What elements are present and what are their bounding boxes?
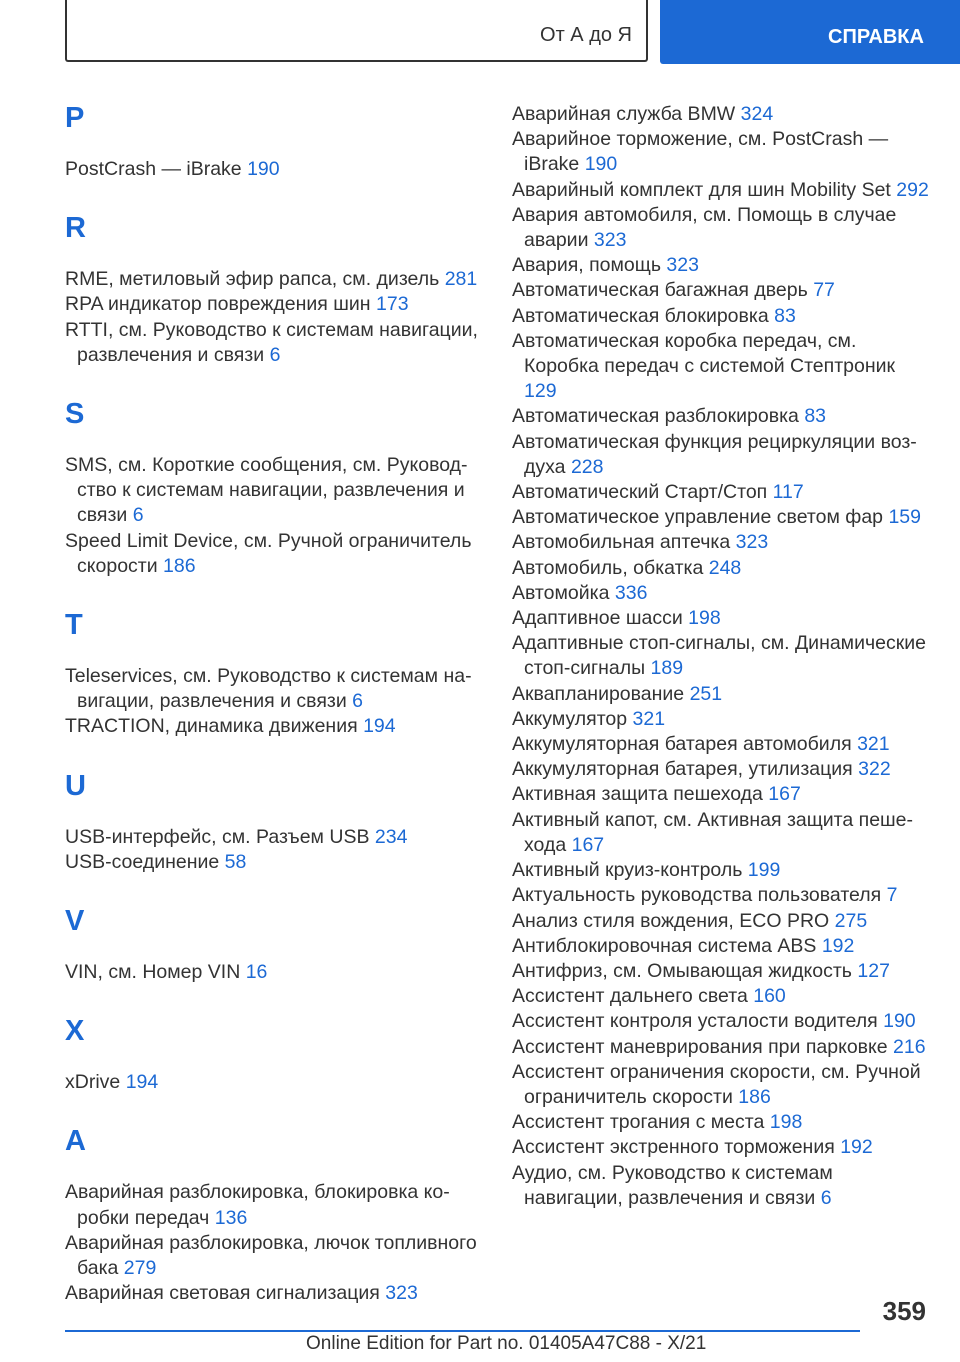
index-left-column (65, 100, 480, 1306)
page-link[interactable]: 160 (753, 985, 786, 1008)
page-link[interactable]: 127 (857, 959, 890, 982)
page-link[interactable]: 323 (735, 531, 769, 554)
page-link[interactable]: 167 (571, 833, 605, 856)
page-link[interactable]: 190 (584, 153, 618, 176)
page-link[interactable]: 194 (125, 1071, 159, 1094)
index-entry (65, 529, 480, 579)
index-entry (512, 707, 932, 732)
index-entry-text: Актуальность руководства пользователя (512, 884, 882, 907)
index-entry (65, 825, 480, 850)
index-entry-text: Адаптивные стоп-сигналы, см. Динамические стоп-сигналы (512, 632, 927, 680)
index-entry-text: Автоматическая коробка передач, см. Коробка передач с системой Стептроник (512, 329, 896, 378)
index-entry-text: Активный круиз-контроль (512, 859, 743, 882)
page-link[interactable]: 7 (886, 884, 898, 907)
index-entry (512, 304, 932, 329)
edition-note: Online Edition for Part no. 01405A47C88 - X/21 (306, 1333, 707, 1354)
index-entry (512, 984, 932, 1009)
page-link[interactable]: 117 (772, 481, 804, 504)
index-entry-text: Ассистент маневрирования при парковке (512, 1035, 888, 1058)
index-entry-text: Автоматическая багажная дверь (512, 279, 808, 302)
index-entry-text: Авария автомобиля, см. Помощь в случае аварии (512, 203, 897, 252)
index-entry (512, 808, 932, 858)
index-entry-text: PostCrash — iBrake (65, 158, 242, 180)
index-entry (65, 714, 480, 739)
chapter-tab-label: СПРАВКА (828, 26, 924, 48)
page-link[interactable]: 198 (688, 607, 721, 630)
page-link[interactable]: 216 (893, 1035, 926, 1058)
index-section (65, 1013, 480, 1095)
index-entry-text: Автоматический Старт/Стоп (512, 481, 768, 504)
page-link[interactable]: 159 (888, 506, 921, 529)
index-entry (512, 732, 932, 757)
index-entry (512, 959, 932, 984)
index-section (65, 1123, 480, 1306)
index-entry-text: Аварийный комплект для шин Mobility Set (512, 178, 891, 201)
page-link[interactable]: 199 (747, 859, 781, 882)
page-link[interactable]: 83 (804, 405, 827, 428)
page-link[interactable]: 192 (821, 934, 855, 957)
index-entry-text: Аварийная служба BMW (512, 103, 736, 125)
index-entry (512, 909, 932, 934)
page-link[interactable]: 321 (857, 733, 890, 756)
index-entry (65, 1180, 480, 1230)
index-section (65, 607, 480, 740)
index-entry-text: USB-интерфейс, см. Разъем USB (65, 825, 370, 848)
index-entry-text: RTTI, см. Руководство к системам навигации, развлечения и связи (65, 318, 478, 366)
index-entry (512, 430, 932, 480)
page-link[interactable]: 194 (363, 715, 396, 738)
index-entry-text: TRACTION, динамика движения (65, 715, 358, 738)
index-entry (512, 682, 932, 707)
page-link[interactable]: 6 (269, 343, 281, 366)
index-section (65, 100, 480, 182)
index-entry (512, 1161, 932, 1211)
index-entry-text: Ассистент контроля усталости водителя (512, 1010, 878, 1033)
page-link[interactable]: 228 (570, 455, 604, 478)
index-entry (512, 1035, 932, 1060)
page-link[interactable]: 186 (163, 554, 196, 577)
index-entry (512, 480, 932, 505)
page-link[interactable]: 234 (374, 825, 408, 848)
page-number: 359 (882, 1296, 926, 1326)
index-entry (65, 664, 480, 714)
index-entry-text: Аварийная разблокировка, лючок топливного бака (65, 1231, 477, 1280)
index-entry-text: Ассистент трогания с места (512, 1111, 765, 1134)
page-link[interactable]: 275 (834, 909, 868, 932)
index-entry-text: VIN, см. Номер VIN (65, 961, 241, 984)
index-entry (512, 757, 932, 782)
index-entry-text: Анализ стиля вождения, ECO PRO (512, 909, 830, 932)
section-letter: А (65, 1125, 86, 1158)
index-section (65, 903, 480, 985)
index-entry (65, 318, 480, 368)
page-link[interactable]: 190 (883, 1010, 916, 1033)
page-link[interactable]: 323 (385, 1282, 418, 1305)
index-entry-text: Антиблокировочная система ABS (512, 934, 817, 957)
index-entry (65, 292, 480, 317)
index-entry (512, 556, 932, 581)
index-entry (65, 453, 480, 529)
footer-divider (65, 1330, 860, 1332)
page-link[interactable]: 173 (376, 293, 409, 316)
index-entry-text: Аккумуляторная батарея автомобиля (512, 733, 852, 756)
page-link[interactable]: 6 (352, 690, 363, 713)
index-entry (512, 530, 932, 555)
section-letter: V (65, 905, 85, 938)
index-entry (512, 178, 932, 203)
index-entry (512, 278, 932, 303)
index-entry-text: Ассистент ограничения скорости, см. Ручной ограничитель скорости (512, 1060, 921, 1108)
page-link[interactable]: 6 (132, 504, 144, 527)
index-entry (512, 1110, 932, 1135)
index-entry-text: Автоматическая блокировка (512, 304, 769, 327)
page-link[interactable]: 192 (840, 1136, 873, 1159)
section-tab-label: От А до Я (540, 24, 632, 46)
page-link[interactable]: 136 (214, 1206, 248, 1229)
index-entry (512, 329, 932, 405)
index-right-column (512, 102, 932, 1211)
page-link[interactable]: 83 (774, 304, 796, 327)
index-entry-text: Аварийное торможение, см. PostCrash — iBrake (512, 128, 889, 176)
page-link[interactable]: 323 (666, 254, 699, 277)
index-entry-text: Аккумуляторная батарея, утилизация (512, 758, 853, 781)
index-entry-text: RPA индикатор повреждения шин (65, 293, 371, 316)
index-entry-text: xDrive (65, 1071, 121, 1094)
page-link[interactable]: 321 (632, 707, 666, 730)
index-entry-text: Автоматическое управление светом фар (512, 506, 884, 529)
index-entry-text: Антифриз, см. Омывающая жидкость (512, 959, 852, 982)
index-entry-text: RME, метиловый эфир рапса, см. дизель (65, 268, 440, 291)
index-entry-text: Адаптивное шасси (512, 607, 683, 630)
section-tab[interactable] (65, 0, 648, 62)
index-entry-text: SMS, см. Короткие сообщения, см. Руководство к системам навигации, развлечения и связи (65, 454, 468, 527)
index-entry (512, 858, 932, 883)
index-section (65, 396, 480, 579)
index-entry (65, 960, 480, 985)
index-entry-text: Активная защита пешехода (512, 783, 763, 806)
page-link[interactable]: 167 (768, 783, 801, 806)
index-entry-text: Аудио, см. Руководство к системам навигации, развлечения и связи (512, 1161, 833, 1209)
index-entry (65, 850, 480, 875)
index-entry-text: Авария, помощь (512, 254, 661, 277)
index-entry-text: Teleservices, см. Руководство к системам навигации, развлечения и связи (65, 665, 472, 713)
index-entry-text: Аквапланирование (512, 682, 685, 705)
page-link[interactable]: 279 (123, 1257, 157, 1280)
index-entry (512, 127, 932, 177)
index-entry (512, 1135, 932, 1160)
index-entry-text: Ассистент экстренного торможения (512, 1136, 835, 1159)
page-link[interactable]: 189 (650, 657, 684, 680)
page-link[interactable]: 248 (708, 556, 742, 579)
index-entry (512, 631, 932, 681)
index-entry-text: Speed Limit Device, см. Ручной ограничитель скорости (65, 529, 472, 577)
index-entry (512, 102, 932, 127)
page-link[interactable]: 77 (813, 279, 835, 302)
section-letter: T (65, 609, 83, 642)
index-entry-text: Аварийная разблокировка, блокировка коробки передач (65, 1181, 450, 1229)
index-entry (65, 1070, 480, 1095)
index-entry (512, 581, 932, 606)
index-entry-text: Активный капот, см. Активная защита пешехода (512, 808, 914, 856)
page-link[interactable]: 324 (740, 103, 774, 125)
page-link[interactable]: 16 (245, 961, 268, 984)
page-link[interactable]: 129 (524, 380, 557, 403)
index-entry (512, 782, 932, 807)
index-entry (512, 883, 932, 908)
index-entry (512, 203, 932, 253)
page-link[interactable]: 198 (769, 1111, 803, 1134)
index-entry (65, 1281, 480, 1306)
index-section (65, 210, 480, 368)
index-entry (512, 505, 932, 530)
page-link[interactable]: 323 (593, 229, 627, 252)
index-entry-text: Автомойка (512, 581, 610, 604)
page-link[interactable]: 186 (738, 1085, 771, 1108)
section-letter: R (65, 212, 86, 245)
page-link[interactable]: 336 (614, 581, 648, 604)
index-entry-text: Ассистент дальнего света (512, 985, 748, 1008)
index-entry (512, 934, 932, 959)
index-entry (512, 253, 932, 278)
index-entry (65, 1231, 480, 1281)
index-entry (512, 606, 932, 631)
page-link[interactable]: 281 (444, 268, 478, 291)
index-entry (512, 404, 932, 429)
section-letter: X (65, 1015, 85, 1048)
section-letter: U (65, 769, 86, 802)
index-entry-text: Автомобильная аптечка (512, 531, 731, 554)
section-letter: S (65, 398, 85, 431)
index-section (65, 768, 480, 875)
page-link[interactable]: 251 (689, 682, 723, 705)
page-link[interactable]: 322 (858, 758, 891, 781)
page-link[interactable]: 292 (896, 178, 929, 201)
index-entry (512, 1060, 932, 1110)
index-entry-text: USB-соединение (65, 850, 220, 873)
index-entry-text: Аккумулятор (512, 707, 628, 730)
chapter-tab[interactable] (660, 0, 960, 64)
index-entry-text: Аварийная световая сигнализация (65, 1282, 380, 1305)
index-entry-text: Автомобиль, обкатка (512, 556, 704, 579)
index-entry (65, 267, 480, 292)
index-entry-text: Автоматическая функция рециркуляции воздуха (512, 430, 917, 478)
page-link[interactable]: 58 (224, 850, 247, 873)
page-link[interactable]: 190 (247, 158, 280, 180)
index-entry (65, 157, 480, 182)
page-link[interactable]: 6 (820, 1186, 832, 1209)
index-entry (512, 1009, 932, 1034)
section-letter: P (65, 102, 85, 134)
index-entry-text: Автоматическая разблокировка (512, 405, 799, 428)
